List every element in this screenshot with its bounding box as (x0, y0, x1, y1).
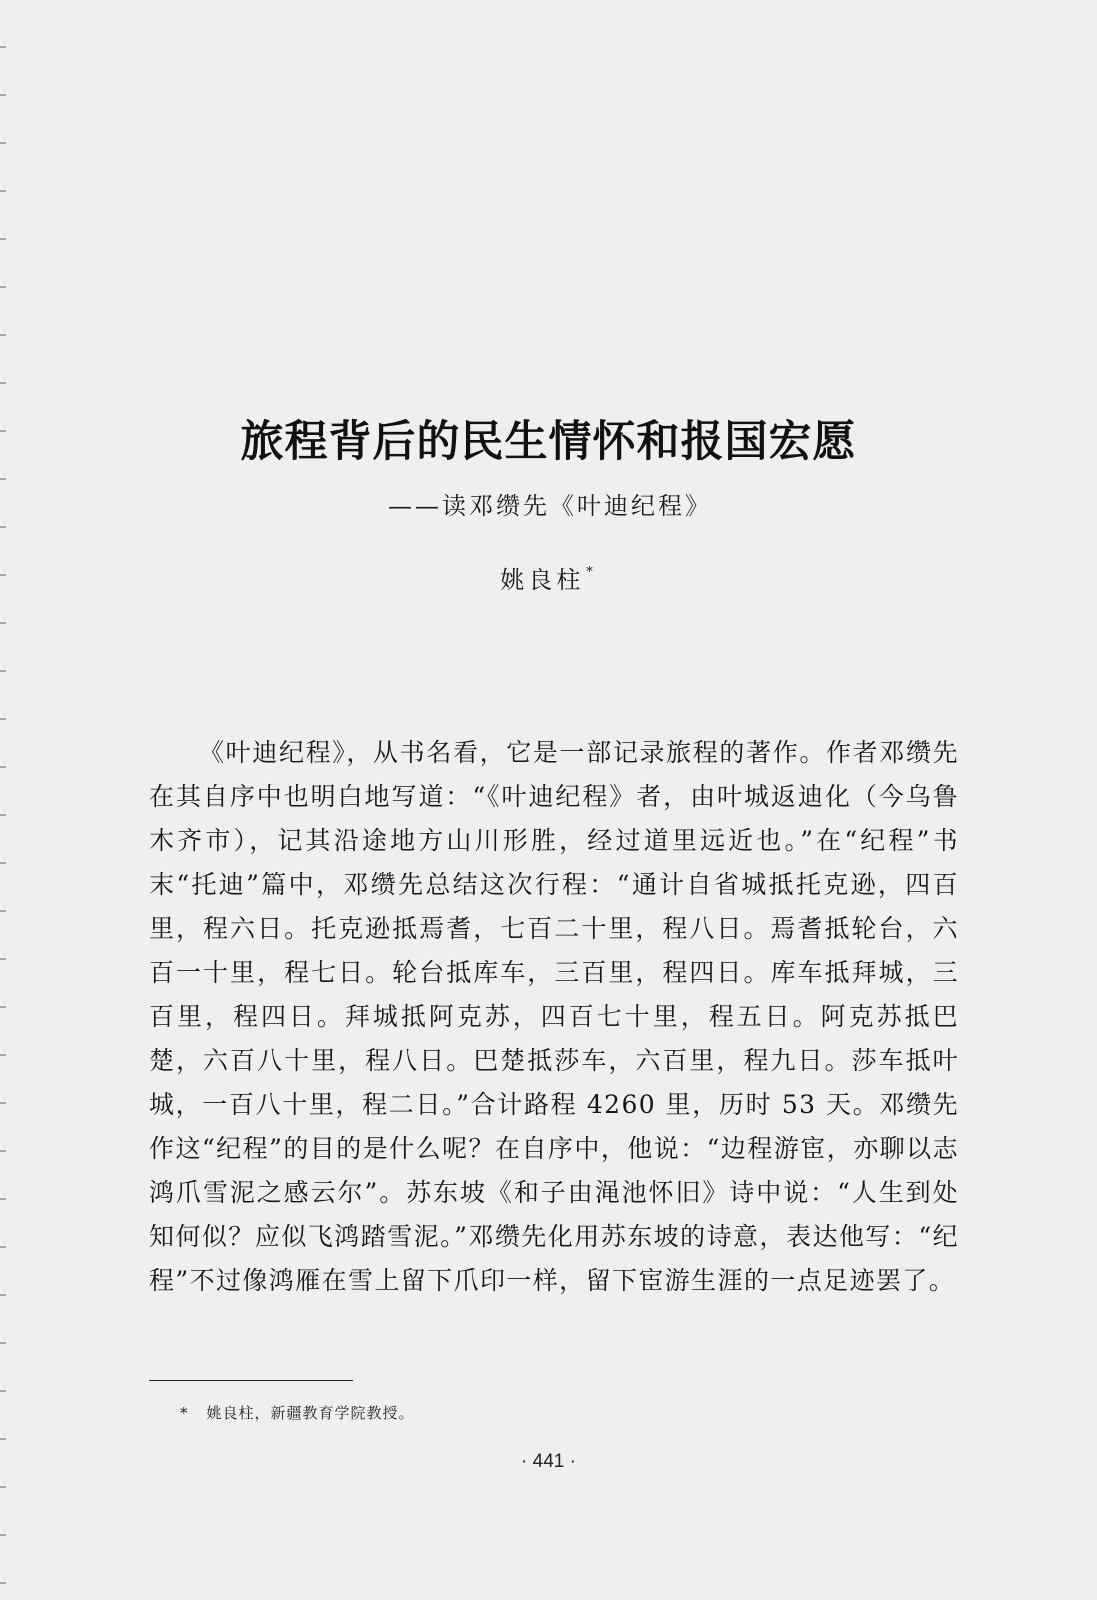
article-title: 旅程背后的民生情怀和报国宏愿 (240, 417, 857, 467)
footnote-text: 姚良柱，新疆教育学院教授。 (206, 1404, 415, 1422)
body-paragraph: 《叶迪纪程》，从书名看，它是一部记录旅程的著作。作者邓缵先在其自序中也明白地写道：“《叶迪纪程》者，由叶城返迪化（今乌鲁木齐市），记其沿途地方山川形胜，经过道里远近也。”在“纪程”书末“托迪”篇中，邓缵先总结这次行程：“通计自省城抵托克逊，四百里，程六日。托克逊抵焉耆，七百二十里，程八日。焉耆抵轮台，六百一十里，程七日。轮台抵库车，三百里，程四日。库车抵拜城，三百里，程四日。拜城抵阿克苏，四百七十里，程五日。阿克苏抵巴楚，六百八十里，程八日。巴楚抵莎车，六百里，程九日。莎车抵叶城，一百八十里，程二日。”合计路程 4260 里，历时 53 天。邓缵先作这“纪程”的目的是什么呢？在自序中，他说：“边程游宦，亦聊以志鸿爪雪泥之感云尔”。苏东坡《和子由渑池怀旧》诗中说：“人生到处知何似？应似飞鸿踏雪泥。”邓缵先化用苏东坡的诗意，表达他写：“纪程”不过像鸿雁在雪上留下爪印一样，留下宦游生涯的一点足迹罢了。 (149, 738, 959, 1295)
article-author (0, 560, 1097, 595)
footnote (180, 1402, 415, 1423)
author-name: 姚良柱 (500, 566, 585, 594)
footnote-divider (149, 1380, 353, 1381)
page-number: · 441 · (521, 1451, 576, 1472)
scan-edge-marks (0, 0, 6, 1600)
footnote-mark: * (180, 1404, 189, 1422)
author-footnote-mark: * (586, 565, 597, 580)
article-subtitle: ——读邓缵先《叶迪纪程》 (388, 492, 712, 520)
